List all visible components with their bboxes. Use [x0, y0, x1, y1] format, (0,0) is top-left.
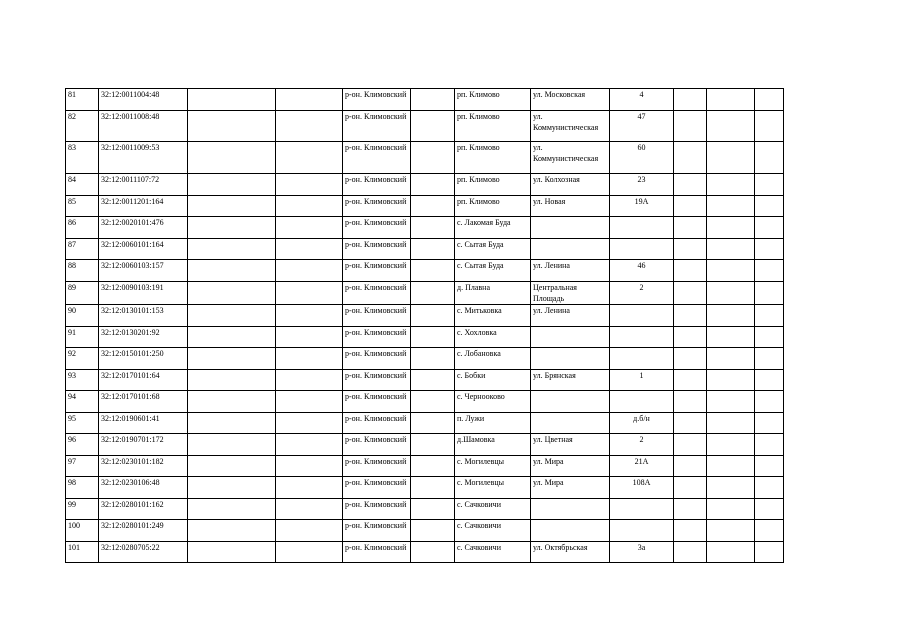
empty-cell — [188, 499, 276, 520]
street-cell — [531, 327, 610, 348]
street-cell: ул. Новая — [531, 196, 610, 217]
table-row — [66, 217, 784, 239]
cadastral-number-cell: 32:12:0011201:164 — [99, 196, 188, 217]
empty-cell — [707, 370, 755, 391]
district-cell: р-он. Климовский — [343, 370, 411, 391]
row-number-cell: 86 — [66, 217, 99, 239]
empty-cell — [188, 456, 276, 477]
empty-cell — [188, 542, 276, 563]
cadastral-number-cell: 32:12:0060103:157 — [99, 260, 188, 282]
empty-cell — [707, 327, 755, 348]
street-cell — [531, 217, 610, 239]
empty-cell — [707, 260, 755, 282]
empty-cell — [707, 542, 755, 563]
empty-cell — [411, 434, 455, 456]
street-cell: ул. Колхозная — [531, 174, 610, 196]
cadastral-number-cell: 32:12:0190701:172 — [99, 434, 188, 456]
empty-cell — [755, 456, 784, 477]
empty-cell — [276, 142, 343, 174]
row-number-cell: 94 — [66, 391, 99, 413]
empty-cell — [276, 239, 343, 260]
empty-cell — [674, 520, 707, 542]
cadastral-number-cell: 32:12:0090103:191 — [99, 282, 188, 305]
street-cell — [531, 391, 610, 413]
empty-cell — [188, 434, 276, 456]
district-cell: р-он. Климовский — [343, 499, 411, 520]
empty-cell — [707, 142, 755, 174]
locality-cell: с. Сытая Буда — [455, 260, 531, 282]
cadastral-number-cell: 32:12:0170101:64 — [99, 370, 188, 391]
empty-cell — [188, 142, 276, 174]
empty-cell — [755, 239, 784, 260]
empty-cell — [755, 174, 784, 196]
table-row — [66, 174, 784, 196]
empty-cell — [411, 391, 455, 413]
row-number-cell: 84 — [66, 174, 99, 196]
locality-cell: рп. Климово — [455, 89, 531, 111]
locality-cell: с. Лакомая Буда — [455, 217, 531, 239]
empty-cell — [755, 391, 784, 413]
cadastral-number-cell: 32:12:0130101:153 — [99, 305, 188, 327]
empty-cell — [411, 413, 455, 434]
empty-cell — [411, 327, 455, 348]
table-body — [66, 89, 784, 563]
empty-cell — [755, 89, 784, 111]
row-number-cell: 98 — [66, 477, 99, 499]
empty-cell — [276, 89, 343, 111]
house-number-cell — [610, 391, 674, 413]
empty-cell — [276, 111, 343, 142]
district-cell: р-он. Климовский — [343, 413, 411, 434]
table-row — [66, 260, 784, 282]
empty-cell — [188, 89, 276, 111]
empty-cell — [188, 370, 276, 391]
locality-cell: рп. Климово — [455, 111, 531, 142]
cadastral-number-cell: 32:12:0011009:53 — [99, 142, 188, 174]
empty-cell — [188, 111, 276, 142]
empty-cell — [411, 111, 455, 142]
empty-cell — [755, 370, 784, 391]
empty-cell — [707, 111, 755, 142]
empty-cell — [276, 370, 343, 391]
empty-cell — [674, 327, 707, 348]
house-number-cell: 46 — [610, 260, 674, 282]
locality-cell: рп. Климово — [455, 196, 531, 217]
street-cell: ул. Октябрьская — [531, 542, 610, 563]
district-cell: р-он. Климовский — [343, 142, 411, 174]
locality-cell: с. Сачковичи — [455, 542, 531, 563]
table-row — [66, 413, 784, 434]
empty-cell — [276, 391, 343, 413]
locality-cell: рп. Климово — [455, 142, 531, 174]
district-cell: р-он. Климовский — [343, 239, 411, 260]
table-row — [66, 327, 784, 348]
house-number-cell — [610, 217, 674, 239]
table-row — [66, 89, 784, 111]
district-cell: р-он. Климовский — [343, 260, 411, 282]
cadastral-number-cell: 32:12:0280101:249 — [99, 520, 188, 542]
street-cell: ул. Коммунистическая — [531, 142, 610, 174]
empty-cell — [188, 260, 276, 282]
empty-cell — [755, 413, 784, 434]
empty-cell — [188, 477, 276, 499]
row-number-cell: 100 — [66, 520, 99, 542]
empty-cell — [411, 456, 455, 477]
empty-cell — [188, 327, 276, 348]
empty-cell — [276, 434, 343, 456]
cadastral-number-cell: 32:12:0020101:476 — [99, 217, 188, 239]
empty-cell — [411, 239, 455, 260]
street-cell: ул. Московская — [531, 89, 610, 111]
empty-cell — [707, 499, 755, 520]
empty-cell — [755, 142, 784, 174]
empty-cell — [411, 305, 455, 327]
empty-cell — [755, 542, 784, 563]
locality-cell: с. Хохловка — [455, 327, 531, 348]
street-cell: ул. Ленина — [531, 260, 610, 282]
empty-cell — [276, 282, 343, 305]
house-number-cell: 23 — [610, 174, 674, 196]
empty-cell — [707, 239, 755, 260]
table-row — [66, 111, 784, 142]
row-number-cell: 85 — [66, 196, 99, 217]
locality-cell: с. Сытая Буда — [455, 239, 531, 260]
row-number-cell: 88 — [66, 260, 99, 282]
empty-cell — [276, 413, 343, 434]
empty-cell — [276, 327, 343, 348]
house-number-cell: д.б/н — [610, 413, 674, 434]
cadastral-number-cell: 32:12:0150101:250 — [99, 348, 188, 370]
house-number-cell — [610, 499, 674, 520]
empty-cell — [707, 413, 755, 434]
empty-cell — [707, 174, 755, 196]
empty-cell — [188, 239, 276, 260]
locality-cell: д. Плавна — [455, 282, 531, 305]
table-row — [66, 542, 784, 563]
row-number-cell: 95 — [66, 413, 99, 434]
district-cell: р-он. Климовский — [343, 520, 411, 542]
empty-cell — [755, 520, 784, 542]
empty-cell — [188, 520, 276, 542]
empty-cell — [276, 456, 343, 477]
house-number-cell: 1 — [610, 370, 674, 391]
locality-cell: д.Шамовка — [455, 434, 531, 456]
locality-cell: п. Лужи — [455, 413, 531, 434]
empty-cell — [276, 174, 343, 196]
empty-cell — [674, 542, 707, 563]
district-cell: р-он. Климовский — [343, 305, 411, 327]
table-row — [66, 348, 784, 370]
empty-cell — [674, 413, 707, 434]
cadastral-number-cell: 32:12:0130201:92 — [99, 327, 188, 348]
row-number-cell: 96 — [66, 434, 99, 456]
district-cell: р-он. Климовский — [343, 89, 411, 111]
street-cell — [531, 520, 610, 542]
house-number-cell: 4 — [610, 89, 674, 111]
empty-cell — [707, 391, 755, 413]
empty-cell — [276, 348, 343, 370]
empty-cell — [755, 260, 784, 282]
cadastral-number-cell: 32:12:0230101:182 — [99, 456, 188, 477]
table-row — [66, 239, 784, 260]
street-cell — [531, 348, 610, 370]
house-number-cell: 108А — [610, 477, 674, 499]
table-row — [66, 370, 784, 391]
empty-cell — [411, 370, 455, 391]
empty-cell — [411, 282, 455, 305]
empty-cell — [674, 348, 707, 370]
house-number-cell: 3а — [610, 542, 674, 563]
empty-cell — [674, 174, 707, 196]
locality-cell: с. Могилевцы — [455, 477, 531, 499]
district-cell: р-он. Климовский — [343, 477, 411, 499]
house-number-cell: 47 — [610, 111, 674, 142]
locality-cell: рп. Климово — [455, 174, 531, 196]
cadastral-number-cell: 32:12:0011107:72 — [99, 174, 188, 196]
empty-cell — [674, 477, 707, 499]
empty-cell — [755, 111, 784, 142]
empty-cell — [674, 434, 707, 456]
empty-cell — [707, 477, 755, 499]
locality-cell: с. Могилевцы — [455, 456, 531, 477]
empty-cell — [674, 260, 707, 282]
table-row — [66, 477, 784, 499]
locality-cell: с. Бобки — [455, 370, 531, 391]
house-number-cell — [610, 348, 674, 370]
empty-cell — [411, 520, 455, 542]
house-number-cell: 21А — [610, 456, 674, 477]
table-row — [66, 456, 784, 477]
empty-cell — [276, 217, 343, 239]
district-cell: р-он. Климовский — [343, 434, 411, 456]
empty-cell — [674, 370, 707, 391]
cadastral-number-cell: 32:12:0011004:48 — [99, 89, 188, 111]
row-number-cell: 99 — [66, 499, 99, 520]
empty-cell — [674, 217, 707, 239]
cadastral-number-cell: 32:12:0170101:68 — [99, 391, 188, 413]
empty-cell — [707, 196, 755, 217]
empty-cell — [276, 305, 343, 327]
empty-cell — [411, 217, 455, 239]
empty-cell — [188, 413, 276, 434]
street-cell: ул. Цветная — [531, 434, 610, 456]
locality-cell: с. Сачковичи — [455, 499, 531, 520]
empty-cell — [755, 305, 784, 327]
empty-cell — [707, 305, 755, 327]
empty-cell — [707, 434, 755, 456]
locality-cell: с. Сачковичи — [455, 520, 531, 542]
empty-cell — [188, 174, 276, 196]
street-cell: ул. Мира — [531, 477, 610, 499]
empty-cell — [707, 217, 755, 239]
empty-cell — [674, 391, 707, 413]
empty-cell — [674, 89, 707, 111]
table-row — [66, 142, 784, 174]
cadastral-number-cell: 32:12:0280101:162 — [99, 499, 188, 520]
house-number-cell — [610, 305, 674, 327]
row-number-cell: 90 — [66, 305, 99, 327]
street-cell — [531, 499, 610, 520]
empty-cell — [411, 499, 455, 520]
house-number-cell: 19А — [610, 196, 674, 217]
cadastral-number-cell: 32:12:0011008:48 — [99, 111, 188, 142]
cadastral-number-cell: 32:12:0060101:164 — [99, 239, 188, 260]
empty-cell — [707, 520, 755, 542]
empty-cell — [707, 282, 755, 305]
empty-cell — [674, 499, 707, 520]
empty-cell — [755, 348, 784, 370]
empty-cell — [188, 196, 276, 217]
district-cell: р-он. Климовский — [343, 196, 411, 217]
row-number-cell: 91 — [66, 327, 99, 348]
street-cell: Центральная Площадь — [531, 282, 610, 305]
empty-cell — [188, 305, 276, 327]
empty-cell — [411, 89, 455, 111]
empty-cell — [411, 174, 455, 196]
district-cell: р-он. Климовский — [343, 348, 411, 370]
empty-cell — [411, 196, 455, 217]
street-cell: ул. Коммунистическая — [531, 111, 610, 142]
house-number-cell: 2 — [610, 434, 674, 456]
empty-cell — [755, 434, 784, 456]
row-number-cell: 101 — [66, 542, 99, 563]
empty-cell — [674, 239, 707, 260]
empty-cell — [674, 456, 707, 477]
empty-cell — [755, 327, 784, 348]
district-cell: р-он. Климовский — [343, 327, 411, 348]
table-row — [66, 305, 784, 327]
house-number-cell — [610, 327, 674, 348]
house-number-cell — [610, 239, 674, 260]
district-cell: р-он. Климовский — [343, 391, 411, 413]
district-cell: р-он. Климовский — [343, 542, 411, 563]
row-number-cell: 92 — [66, 348, 99, 370]
table-row — [66, 434, 784, 456]
empty-cell — [411, 348, 455, 370]
row-number-cell: 82 — [66, 111, 99, 142]
empty-cell — [188, 282, 276, 305]
empty-cell — [276, 499, 343, 520]
empty-cell — [707, 89, 755, 111]
row-number-cell: 83 — [66, 142, 99, 174]
empty-cell — [707, 348, 755, 370]
district-cell: р-он. Климовский — [343, 282, 411, 305]
empty-cell — [674, 111, 707, 142]
empty-cell — [411, 542, 455, 563]
district-cell: р-он. Климовский — [343, 111, 411, 142]
house-number-cell: 2 — [610, 282, 674, 305]
district-cell: р-он. Климовский — [343, 174, 411, 196]
empty-cell — [411, 477, 455, 499]
empty-cell — [411, 260, 455, 282]
district-cell: р-он. Климовский — [343, 217, 411, 239]
table-row — [66, 499, 784, 520]
house-number-cell — [610, 520, 674, 542]
empty-cell — [188, 391, 276, 413]
empty-cell — [188, 217, 276, 239]
empty-cell — [276, 520, 343, 542]
street-cell: ул. Ленина — [531, 305, 610, 327]
cadastral-number-cell: 32:12:0230106:48 — [99, 477, 188, 499]
street-cell: ул. Мира — [531, 456, 610, 477]
empty-cell — [674, 305, 707, 327]
locality-cell: с. Митьковка — [455, 305, 531, 327]
district-cell: р-он. Климовский — [343, 456, 411, 477]
empty-cell — [755, 196, 784, 217]
empty-cell — [674, 282, 707, 305]
street-cell — [531, 239, 610, 260]
empty-cell — [674, 142, 707, 174]
row-number-cell: 89 — [66, 282, 99, 305]
table-row — [66, 391, 784, 413]
row-number-cell: 81 — [66, 89, 99, 111]
empty-cell — [188, 348, 276, 370]
empty-cell — [755, 477, 784, 499]
empty-cell — [755, 282, 784, 305]
locality-cell: с. Лобановка — [455, 348, 531, 370]
locality-cell: с. Чернооково — [455, 391, 531, 413]
property-register-table — [65, 88, 784, 563]
table-row — [66, 196, 784, 217]
cadastral-number-cell: 32:12:0190601:41 — [99, 413, 188, 434]
table-row — [66, 520, 784, 542]
empty-cell — [755, 499, 784, 520]
row-number-cell: 87 — [66, 239, 99, 260]
street-cell: ул. Брянская — [531, 370, 610, 391]
cadastral-number-cell: 32:12:0280705:22 — [99, 542, 188, 563]
empty-cell — [411, 142, 455, 174]
table-row — [66, 282, 784, 305]
empty-cell — [276, 542, 343, 563]
empty-cell — [755, 217, 784, 239]
empty-cell — [276, 477, 343, 499]
empty-cell — [276, 196, 343, 217]
row-number-cell: 97 — [66, 456, 99, 477]
street-cell — [531, 413, 610, 434]
empty-cell — [674, 196, 707, 217]
empty-cell — [276, 260, 343, 282]
row-number-cell: 93 — [66, 370, 99, 391]
empty-cell — [707, 456, 755, 477]
house-number-cell: 60 — [610, 142, 674, 174]
